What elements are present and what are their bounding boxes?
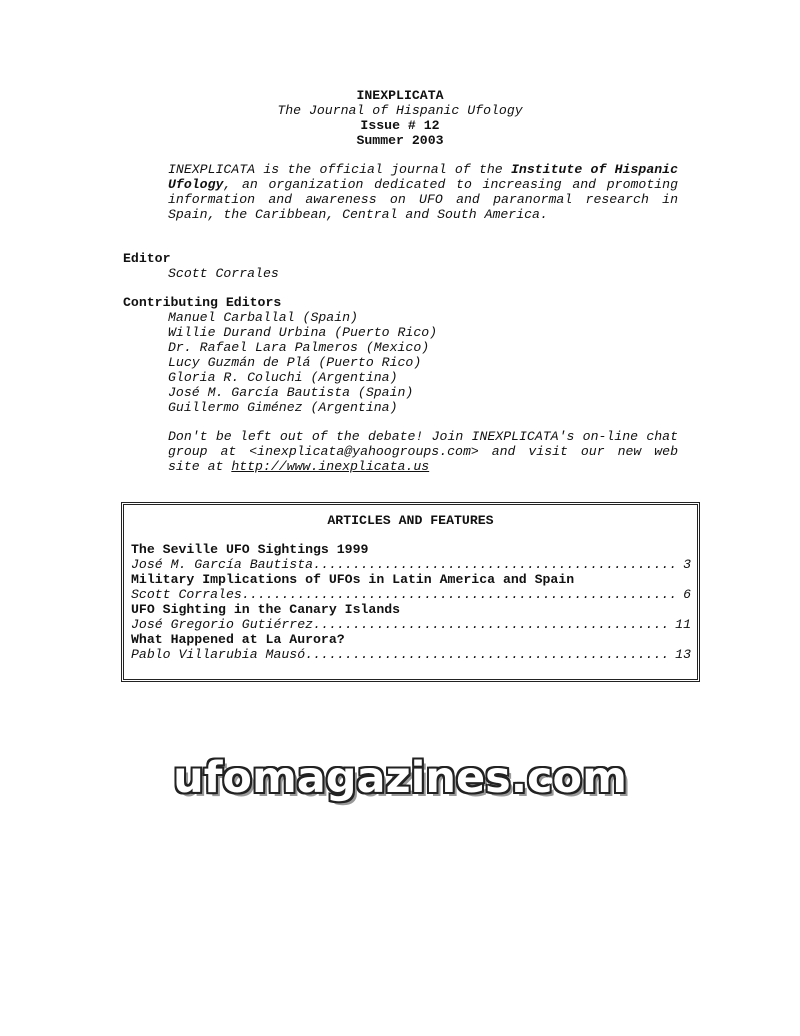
toc-list: [131, 542, 691, 662]
toc-leader-dots: [305, 647, 671, 662]
toc-page-number: 13: [675, 647, 691, 662]
toc-author: José M. García Bautista: [131, 557, 314, 572]
contributing-editor: Manuel Carballal (Spain): [168, 310, 358, 325]
toc-leader-dots: [242, 587, 679, 602]
toc-author-line: [131, 587, 691, 602]
contributing-editor: Gloria R. Coluchi (Argentina): [168, 370, 398, 385]
toc-article-title[interactable]: Military Implications of UFOs in Latin America and Spain: [131, 572, 575, 587]
toc-article-title[interactable]: UFO Sighting in the Canary Islands: [131, 602, 401, 617]
toc-leader-dots: [313, 557, 679, 572]
toc-author: José Gregorio Gutiérrez: [131, 617, 314, 632]
toc-author-line: [131, 617, 691, 632]
toc-page-number: 6: [683, 587, 691, 602]
debate-paragraph: [168, 429, 678, 474]
table-of-contents: [121, 502, 700, 682]
toc-page-number: 11: [675, 617, 691, 632]
contributing-editors-list: [168, 310, 437, 415]
journal-title: INEXPLICATA: [356, 88, 444, 103]
toc-title: ARTICLES AND FEATURES: [327, 513, 494, 528]
issue-season: Summer 2003: [356, 133, 444, 148]
contributing-editor: Guillermo Giménez (Argentina): [168, 400, 398, 415]
journal-header: [0, 88, 800, 148]
intro-org-name: Institute of Hispanic Ufology: [168, 162, 678, 192]
toc-author-line: [131, 647, 691, 662]
intro-text-before: INEXPLICATA is the official journal of the: [168, 162, 512, 177]
issue-number: Issue # 12: [360, 118, 440, 133]
intro-paragraph: [168, 162, 678, 222]
contributing-editor: José M. García Bautista (Spain): [168, 385, 414, 400]
toc-page-number: 3: [683, 557, 691, 572]
contributing-editors-heading: Contributing Editors: [123, 295, 282, 310]
toc-author: Scott Corrales: [131, 587, 242, 602]
contributing-editor: Dr. Rafael Lara Palmeros (Mexico): [168, 340, 430, 355]
intro-text-after: , an organization dedicated to increasing and promoting information and awareness on UFO and paranormal research in Spain, the Caribbean, Central and South America.: [168, 177, 678, 222]
editor-heading: Editor: [123, 251, 171, 266]
website-link[interactable]: http://www.inexplicata.us: [231, 459, 430, 474]
contributing-editor: Willie Durand Urbina (Puerto Rico): [168, 325, 438, 340]
toc-leader-dots: [313, 617, 671, 632]
toc-article-title[interactable]: The Seville UFO Sightings 1999: [131, 542, 369, 557]
toc-author: Pablo Villarubia Mausó: [131, 647, 306, 662]
toc-article-title[interactable]: What Happened at La Aurora?: [131, 632, 345, 647]
toc-author-line: [131, 557, 691, 572]
watermark-logo: ufomagazines.com: [173, 753, 627, 803]
journal-subtitle: The Journal of Hispanic Ufology: [277, 103, 523, 118]
editor-name: Scott Corrales: [168, 266, 279, 281]
debate-text: Don't be left out of the debate! Join INEXPLICATA's on-line chat group at <inexplicata@yahoogroups.com> and visit our new web site at: [168, 429, 678, 474]
contributing-editor: Lucy Guzmán de Plá (Puerto Rico): [168, 355, 422, 370]
